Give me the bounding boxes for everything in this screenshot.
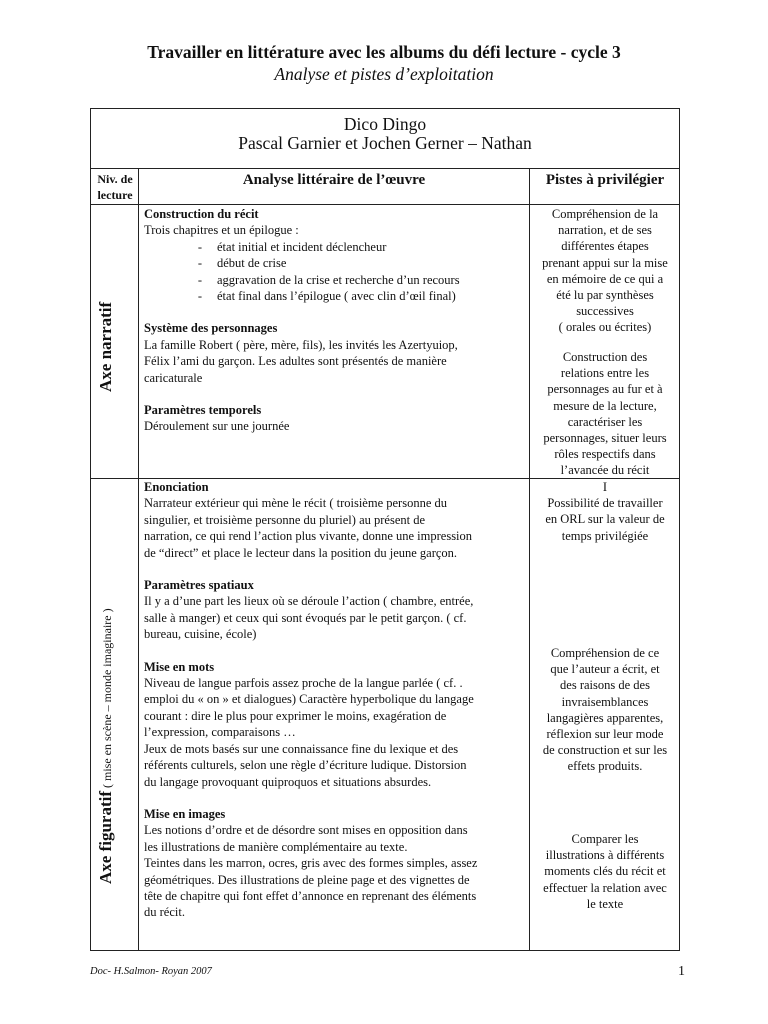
text-line: Félix l’ami du garçon. Les adultes sont présentés de manière	[144, 354, 447, 369]
text-line: successives	[576, 304, 634, 319]
text-line: que l’auteur a écrit, et	[550, 662, 660, 677]
axis-figuratif-subtitle: ( mise en scène – monde imaginaire )	[100, 608, 114, 791]
text-line: singulier, et troisième personne du pluriel) au présent de	[144, 512, 426, 527]
section-title: Système des personnages	[144, 321, 278, 336]
text-line: Compréhension de ce	[550, 646, 660, 660]
book-authors: Pascal Garnier et Jochen Gerner – Nathan	[238, 133, 532, 153]
section-title: Construction du récit	[144, 207, 259, 221]
page-number: 1	[678, 964, 685, 979]
text-line: narration, et de ses	[558, 223, 652, 238]
axis-figuratif-text: Axe figuratif	[96, 790, 115, 884]
text-line: mesure de la lecture,	[553, 398, 657, 413]
axis-figuratif-label	[96, 608, 116, 884]
text-line: de construction et sur les	[542, 743, 668, 758]
level-header	[92, 171, 138, 203]
text-line: le texte	[586, 896, 624, 911]
text-line: emploi du « on » et dialogues) Caractère hyperbolique du langage	[144, 692, 474, 707]
footer-credit: Doc- H.Salmon- Royan 2007	[90, 966, 212, 977]
text-line: rôles respectifs dans	[554, 447, 656, 462]
figuratif-tracks-3	[531, 831, 679, 912]
text-line: invraisemblances	[561, 694, 649, 709]
table-divider	[90, 204, 680, 205]
construction-list	[144, 239, 528, 305]
section-title: Paramètres temporels	[144, 403, 262, 418]
text-line: caricaturale	[144, 370, 203, 385]
text-line: langagières apparentes,	[546, 710, 664, 725]
tracks-header: Pistes à privilégier	[545, 172, 665, 188]
text-line: moments clés du récit et	[544, 864, 666, 879]
text-line: réflexion sur leur mode	[546, 727, 664, 742]
list-item	[144, 239, 528, 255]
text-line: en ORL sur la valeur de	[545, 512, 665, 527]
text-line: caractériser les	[567, 414, 643, 429]
text-line: relations entre les	[560, 366, 650, 381]
list-item	[144, 288, 528, 304]
text-line: ( orales ou écrites)	[558, 320, 652, 335]
text-line: prenant appui sur la mise	[542, 255, 668, 270]
text-line: des raisons de des	[560, 678, 650, 693]
text-line: Teintes dans les marron, ocres, gris avec des formes simples, assez	[144, 856, 478, 871]
level-header-line: Niv. de	[97, 172, 133, 186]
table-divider	[90, 168, 680, 169]
construction-intro: Trois chapitres et un épilogue :	[144, 223, 299, 238]
table-divider	[138, 168, 139, 951]
text-line: narration, ce qui rend l’action plus vivante, donne une impression	[144, 529, 473, 544]
book-title: Dico Dingo	[343, 114, 427, 134]
text-line: Construction des	[562, 350, 648, 364]
axis-narratif-text: Axe narratif	[96, 301, 115, 392]
section-title: Enonciation	[144, 480, 209, 494]
text-line: Jeux de mots basés sur une connaissance fine du lexique et des	[144, 741, 459, 756]
text-line: personnages au fur et à	[547, 382, 663, 397]
text-line: salle à manger) et ceux qui sont évoqués par le petit garçon. ( cf.	[144, 610, 467, 625]
analysis-header: Analyse littéraire de l’œuvre	[242, 172, 426, 188]
text-line: les illustrations de manière complémentaire au texte.	[144, 839, 408, 854]
list-item	[144, 255, 528, 271]
text-line: Les notions d’ordre et de désordre sont mises en opposition dans	[144, 823, 468, 838]
text-line: Possibilité de travailler	[547, 496, 663, 511]
text-line: temps privilégiée	[561, 528, 649, 543]
document-subtitle: Analyse et pistes d’exploitation	[274, 64, 494, 84]
text-line: Compréhension de la	[551, 207, 659, 221]
text-line: Niveau de langue parfois assez proche de la langue parlée ( cf. .	[144, 676, 463, 691]
text-line: illustrations à différents	[545, 848, 665, 863]
text-line: La famille Robert ( père, mère, fils), les invités les Azertyuiop,	[144, 337, 458, 352]
text-line: différentes étapes	[561, 239, 649, 254]
level-header-line: lecture	[97, 188, 133, 202]
text-line: été lu par synthèses	[556, 288, 654, 303]
narratif-tracks-1	[531, 206, 679, 336]
text-line: bureau, cuisine, école)	[144, 627, 257, 642]
text-line: courant : dire le plus pour exprimer le moins, exagération de	[144, 708, 447, 723]
section-title: Mise en images	[144, 806, 226, 821]
list-item-text: début de crise	[217, 256, 287, 271]
list-item-text: état initial et incident déclencheur	[217, 239, 387, 254]
text-line: Il y a d’une part les lieux où se déroule l’action ( chambre, entrée,	[144, 594, 474, 609]
axis-narratif-label	[96, 302, 116, 392]
narratif-tracks-2	[531, 349, 679, 479]
narratif-analysis	[144, 206, 528, 435]
section-title: Mise en mots	[144, 659, 215, 674]
text-line: du langage provoquant quiproquos et situations absurdes.	[144, 774, 432, 789]
figuratif-analysis	[144, 479, 528, 921]
text-line: Comparer les	[571, 832, 639, 846]
figuratif-tracks-2	[531, 645, 679, 775]
figuratif-tracks-1	[531, 479, 679, 544]
list-item	[144, 272, 528, 288]
text-line: I	[602, 480, 608, 494]
text-line: en mémoire de ce qui a	[546, 271, 664, 286]
text-line: effectuer la relation avec	[543, 880, 667, 895]
text-line: tête de chapitre qui font effet d’annonce en reprenant des éléments	[144, 888, 477, 903]
text-line: l’avancée du récit	[560, 463, 650, 478]
text-line: du récit.	[144, 905, 185, 920]
text-line: Narrateur extérieur qui mène le récit ( troisième personne du	[144, 496, 447, 511]
text-line: effets produits.	[567, 759, 643, 774]
list-item-text: aggravation de la crise et recherche d’un recours	[217, 272, 460, 287]
text-line: référents culturels, selon une règle d’écriture ludique. Distorsion	[144, 758, 467, 773]
document-title: Travailler en littérature avec les albums du défi lecture - cycle 3	[147, 42, 621, 62]
list-item-text: état final dans l’épilogue ( avec clin d’œil final)	[217, 289, 456, 304]
text-line: l’expression, comparaisons …	[144, 725, 296, 740]
text-line: personnages, situer leurs	[543, 431, 667, 446]
section-title: Paramètres spatiaux	[144, 578, 254, 593]
text-line: de “direct” et place le lecteur dans la position du jeune garçon.	[144, 545, 458, 560]
text-line: géométriques. Des illustrations de pleine page et des vignettes de	[144, 872, 470, 887]
table-divider	[529, 168, 530, 951]
text-line: Déroulement sur une journée	[144, 419, 290, 434]
